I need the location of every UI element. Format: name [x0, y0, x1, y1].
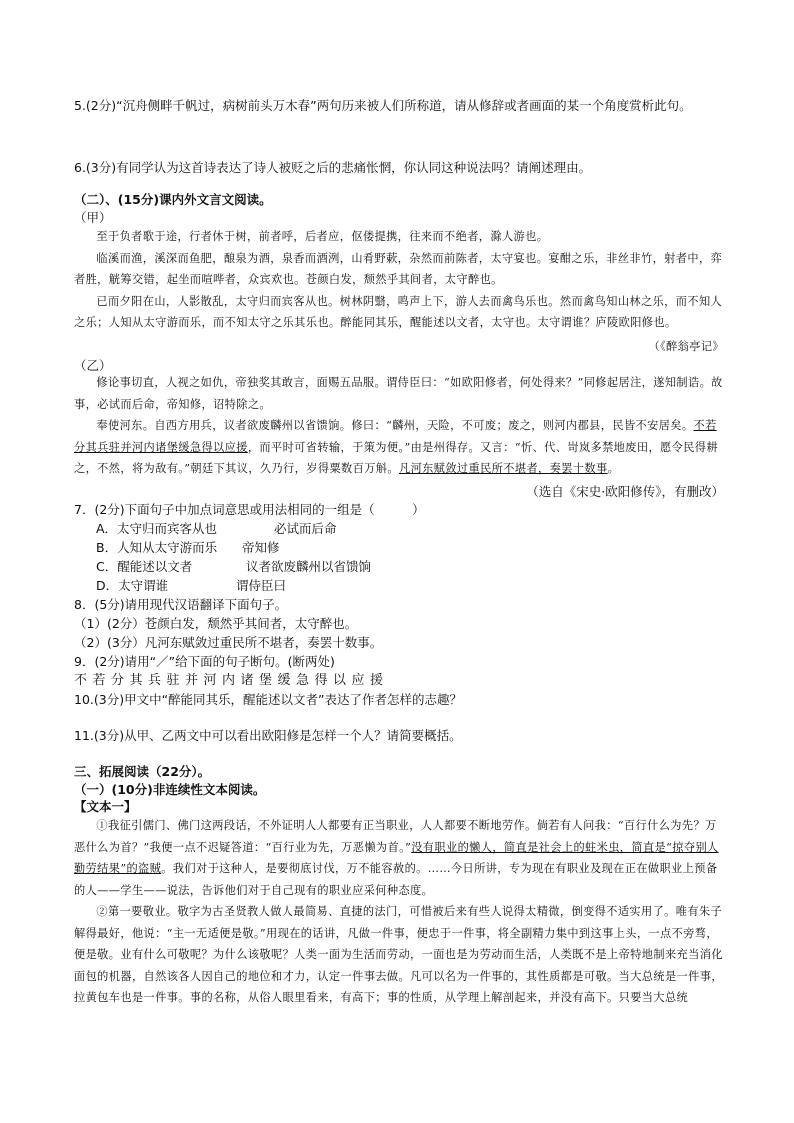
passage-jia-source: （《醉翁亭记》: [648, 340, 724, 353]
question-11: 11.(3分)从甲、乙两文中可以看出欧阳修是怎样一个人？请简要概括。: [74, 728, 462, 743]
question-8-2: （2）(3分）凡河东赋敛过重民所不堪者，奏罢十数事。: [74, 635, 383, 650]
passage-yi-source: （选自《宋史·欧阳修传》，有删改）: [526, 484, 724, 499]
passage-jia: [74, 226, 724, 334]
question-8: 8．(5分)请用现代汉语翻译下面句子。: [74, 597, 288, 612]
section-3-subtitle: （一）(10分)非连续性文本阅读。: [74, 782, 266, 797]
text-1-para-2: ②第一要敬业。敬字为古圣贤教人做人最简易、直捷的法门，可惜被后来有些人说得太精微，倒变得不适实用了。唯有朱子解得最好，他说：“主一无适便是敬。”用现在的话讲，凡做一件事，便忠于一件事，将全副精力集中到这事上头，一点不旁骛，便是敬。业有什么可敬呢？为什么该敬呢？人类一面为生活而劳动，一面也是为劳动而生活，人类既不是上帝特地制来充当消化面包的机器，自然该各人因自己的地位和才力，认定一件事去做。凡可以名为一件事的，其性质都是可敬。当大总统是一件事，拉黄包车也是一件事。事的名称，从俗人眼里看来，有高下；事的性质，从学理上解剖起来，并没有高下。只要当大总统: [74, 905, 723, 1004]
section-2-title: （二）、(15分)课内外文言文阅读。: [74, 192, 272, 207]
passage-yi: [74, 372, 724, 480]
text-1-para-1: ①我征引儒门、佛门这两段话，不外证明人人都要有正当职业，人人都要不断地劳作。倘若有人问我：“百行什么为先？万恶什么为首？”我便一点不迟疑答道：“百行业为先，万恶懒为首。”没有职业的懒人，简直是社会上的蛀米虫，简直是“掠夺别人勤劳结果”的盗贼。我们对于这种人，是要彻底讨伐，万不能容赦的。……今日所讲，专为现在有职业及现在正在做职业上预备的人——学生——说法，告诉他们对于自己现有的职业应采何种态度。: [74, 819, 719, 897]
passage-jia-para-3: 已而夕阳在山，人影散乱，太守归而宾客从也。树林阴翳，鸣声上下，游人去而禽鸟乐也。然而禽鸟知山林之乐，而不知人之乐；人知从太守游而乐，而不知太守之乐其乐也。醉能同其乐，醒能述以文者，太守也。太守谓谁？庐陵欧阳修也。: [74, 294, 723, 329]
passage-jia-para-1: 至于负者歌于途，行者休于树，前者呼，后者应，伛偻提携，往来而不绝者，滁人游也。: [96, 230, 549, 243]
q7-option-a: A．太守归而宾客从也 必试而后命: [96, 521, 337, 536]
text-1-body: [74, 815, 724, 1009]
passage-yi-para-2: 奉使河东。自西方用兵，议者欲废麟州以省馈饷。修曰：“麟州，天险，不可废；废之，则河内郡县，民皆不安居矣。不若分其兵驻并河内诸堡缓急得以应援，而平时可省转输，于策为便。”由是州得存。又言：“忻、代、岢岚多禁地废田，愿令民得耕之，不然，将为敌有。”朝廷下其议，久乃行，岁得粟数百万斛。凡河东赋敛过重民所不堪者，奏罢十数事。: [74, 419, 718, 475]
underlined-sentence-2: 凡河东赋敛过重民所不堪者，奏罢十数事: [398, 462, 608, 475]
question-9-sentence: 不若分其兵驻并河内诸堡缓急得以应援: [74, 673, 389, 688]
underlined-sentence-1: 不若分其兵驻并河内诸堡缓急得以应援: [74, 419, 717, 454]
section-3-title: 三、拓展阅读（22分）。: [74, 764, 211, 779]
q7-option-b: B．人知从太守游而乐 帝知修: [96, 540, 280, 555]
passage-jia-para-2: 临溪而渔，溪深而鱼肥，酿泉为酒，泉香而酒洌，山肴野蔌，杂然而前陈者，太守宴也。宴酣之乐，非丝非竹，射者中，弈者胜，觥筹交错，起坐而喧哗者，众宾欢也。苍颜白发，颓然乎其间者，太守醉也。: [74, 251, 723, 286]
question-9: 9．(2分)请用“／”给下面的句子断句。(断两处): [74, 654, 335, 669]
question-6: 6.(3分)有同学认为这首诗表达了诗人被贬之后的悲痛怅惘，你认同这种说法吗？请阐述理由。: [74, 160, 592, 175]
text-1-label: 【文本一】: [74, 799, 137, 814]
passage-jia-label: （甲）: [74, 210, 112, 225]
question-7-block: [74, 500, 724, 709]
underlined-sentence-3: 没有职业的懒人，简直是社会上的蛀米虫，简直是“掠夺别人勤劳结果”的盗贼: [74, 840, 719, 875]
passage-yi-label: （乙）: [74, 358, 112, 373]
question-5: 5.(2分)“沉舟侧畔千帆过，病树前头万木春”两句历来被人们所称道，请从修辞或者画面的某一个角度赏析此句。: [74, 98, 692, 113]
question-10: 10.(3分)甲文中“醉能同其乐，醒能述以文者”表达了作者怎样的志趣？: [74, 692, 463, 707]
q7-option-d: D．太守谓谁 谓侍臣曰: [96, 578, 287, 593]
q7-option-c: C．醒能述以文者 议者欲废麟州以省馈饷: [96, 559, 372, 574]
passage-yi-para-1: 修论事切直，人视之如仇，帝独奖其敢言，面赐五品服。谓侍臣曰：“如欧阳修者，何处得来？”同修起居注，遂知制诰。故事，必试而后命，帝知修，诏特除之。: [74, 376, 723, 411]
question-7: 7．(2分)下面句子中加点词意思或用法相同的一组是（ ）: [74, 502, 425, 517]
question-8-1: （1）(2分）苍颜白发，颓然乎其间者，太守醉也。: [74, 616, 358, 631]
